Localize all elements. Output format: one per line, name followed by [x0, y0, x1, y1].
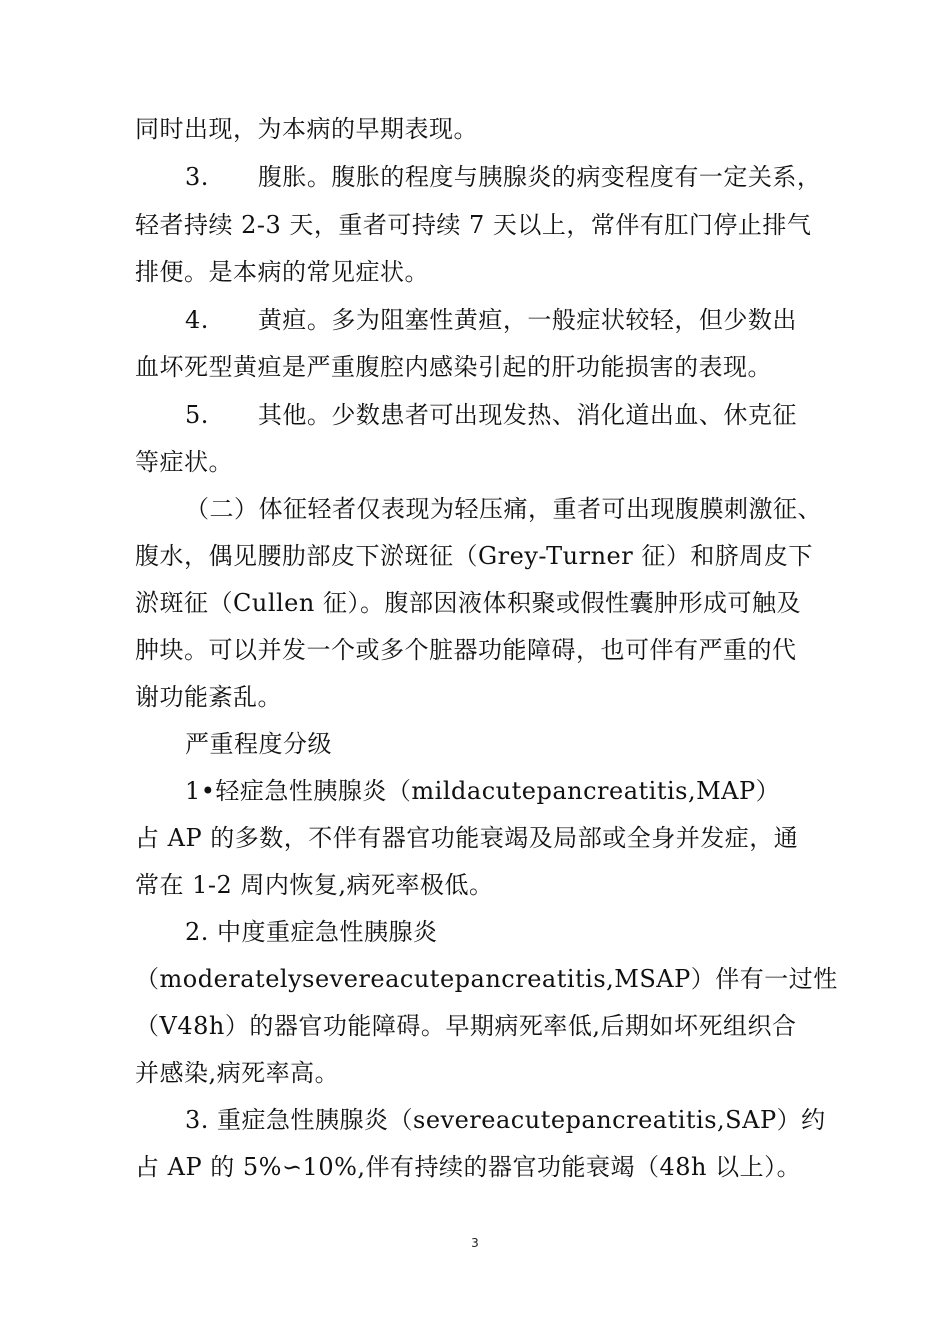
section-heading: 严重程度分级	[185, 730, 332, 758]
text-line: 占 AP 的 5%∽10%,伴有持续的器官功能衰竭（48h 以上）。	[135, 1153, 802, 1181]
text-line: 3. 腹胀。腹胀的程度与胰腺炎的病变程度有一定关系，	[185, 163, 822, 191]
text-line: 肿块。可以并发一个或多个脏器功能障碍，也可伴有严重的代	[135, 636, 797, 664]
text-line: （moderatelysevereacutepancreatitis,MSAP）伴有一过性	[135, 965, 838, 993]
text-line: 占 AP 的多数，不伴有器官功能衰竭及局部或全身并发症，通	[135, 824, 799, 852]
text-line: 排便。是本病的常见症状。	[135, 258, 429, 286]
text-line: 轻者持续 2-3 天，重者可持续 7 天以上，常伴有肛门停止排气	[135, 211, 812, 239]
text-line: 4. 黄疸。多为阻塞性黄疸，一般症状较轻，但少数出	[185, 306, 797, 334]
text-line: （二）体征轻者仅表现为轻压痛，重者可出现腹膜刺激征、	[185, 495, 822, 523]
page-number: 3	[471, 1236, 479, 1250]
text-line: 谢功能紊乱。	[135, 683, 282, 711]
text-line: 血坏死型黄疸是严重腹腔内感染引起的肝功能损害的表现。	[135, 353, 772, 381]
text-line: 腹水，偶见腰肋部皮下淤斑征（Grey-Turner 征）和脐周皮下	[135, 542, 813, 570]
text-line: 常在 1-2 周内恢复,病死率极低。	[135, 871, 494, 899]
text-line: 1•轻症急性胰腺炎（mildacutepancreatitis,MAP）	[185, 777, 781, 805]
text-line: 并感染,病死率高。	[135, 1059, 340, 1087]
text-line: 等症状。	[135, 448, 233, 476]
text-line: 同时出现，为本病的早期表现。	[135, 115, 478, 143]
text-line: 2. 中度重症急性胰腺炎	[185, 918, 438, 946]
text-line: 5. 其他。少数患者可出现发热、消化道出血、休克征	[185, 401, 797, 429]
text-line: 淤斑征（Cullen 征）。腹部因液体积聚或假性囊肿形成可触及	[135, 589, 801, 617]
text-line: （V48h）的器官功能障碍。早期病死率低,后期如坏死组织合	[135, 1012, 797, 1040]
text-line: 3. 重症急性胰腺炎（severeacutepancreatitis,SAP）约	[185, 1106, 826, 1134]
